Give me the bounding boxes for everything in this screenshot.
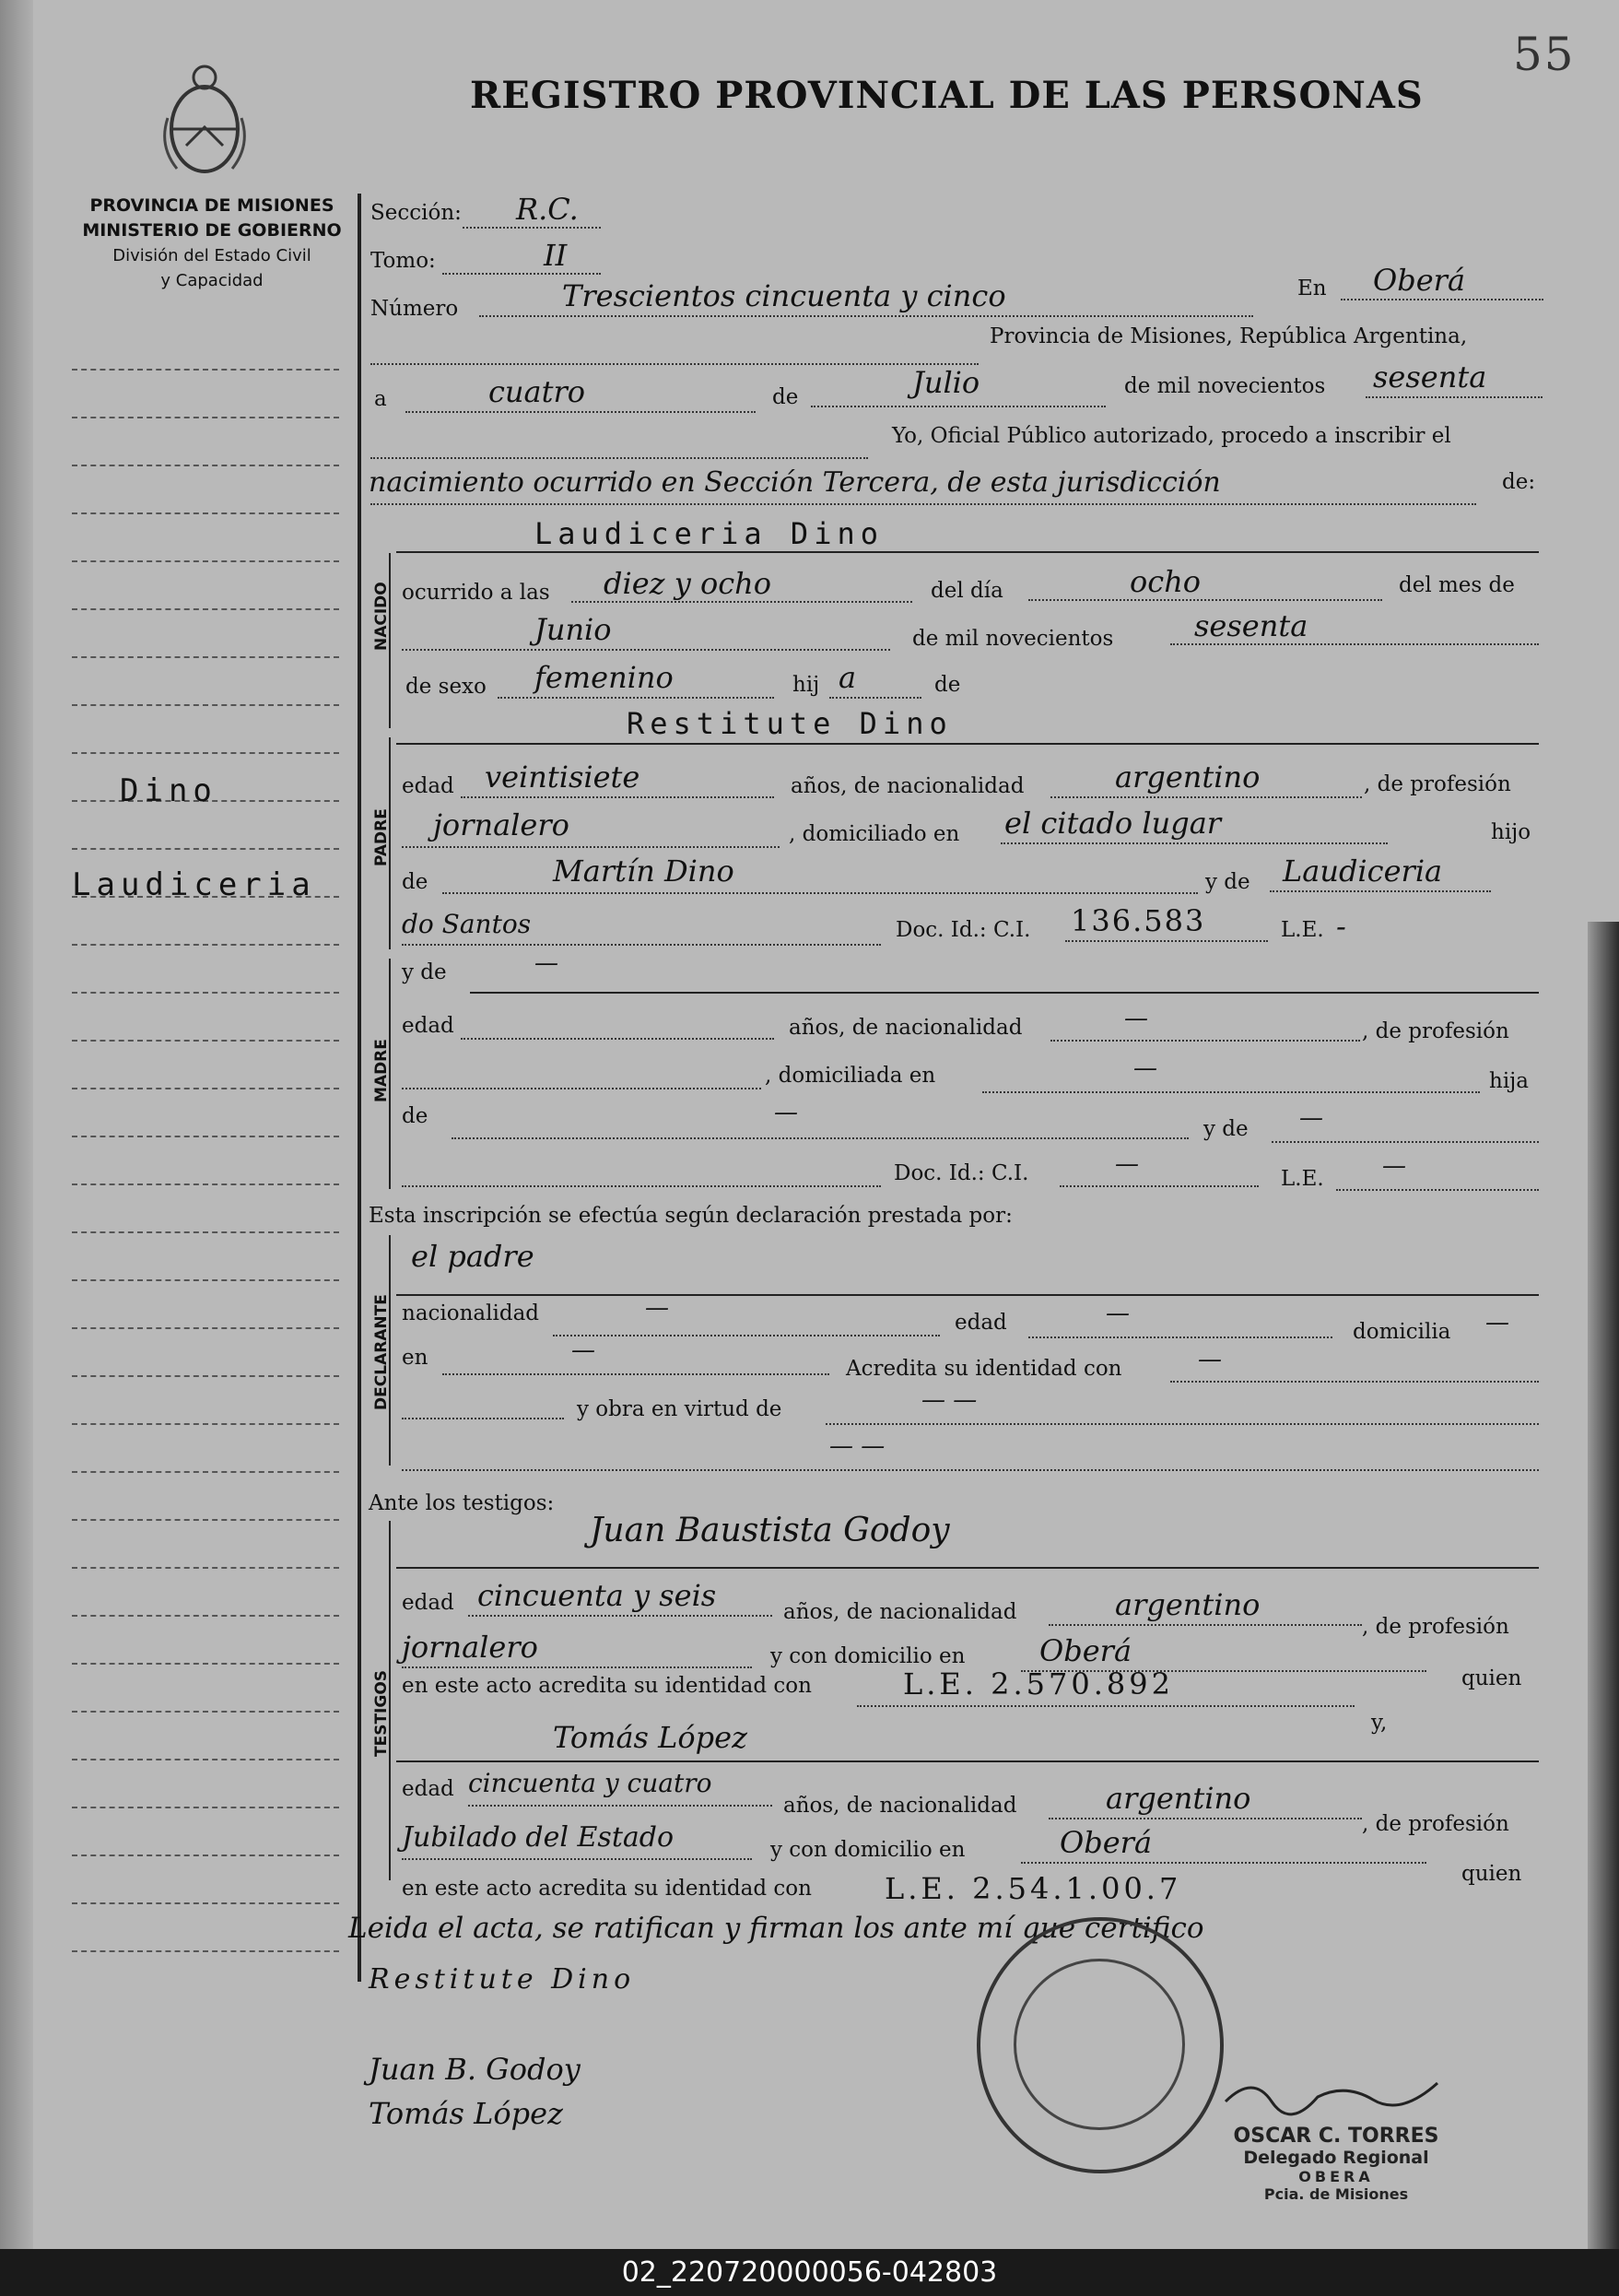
sexo-line [498,697,774,699]
seccion-label: Sección: [370,201,462,225]
padre-nombre: Restitute Dino [627,706,953,741]
testigo1-prof-line [402,1666,752,1668]
seccion-value: R.C. [516,192,579,227]
nacido-de-label: de [934,673,961,697]
signature-witness1: Juan B. Godoy [369,2052,581,2087]
declarante-acredita-value: — [1198,1346,1222,1373]
hij-label: hij [792,673,820,697]
declarante-intro: Esta inscripción se efectúa según declaración prestada por: [369,1204,1013,1228]
madre-yde-label: y de [402,960,447,984]
inscribe-value: nacimiento ocurrido en Sección Tercera, de esta jurisdicción [369,466,1221,499]
inscribe-line [370,503,1476,505]
anio-nac-value: sesenta [1194,608,1308,643]
testigos-label: TESTIGOS [372,1669,391,1757]
testigo1-nombre: Juan Baustista Godoy [590,1512,950,1549]
ocurrido-label: ocurrido a las [402,581,550,605]
padre-doc-label: Doc. Id.: C.I. [896,918,1031,942]
testigo-y-label: y, [1371,1711,1388,1735]
padre-yde-line [1270,890,1491,892]
padre-dom-value: el citado lugar [1004,806,1222,841]
margin-dashed-line [72,608,339,610]
testigo1-prof-value: jornalero [402,1630,538,1665]
declarante-en-line [442,1373,829,1375]
margin-dashed-line [72,1088,339,1089]
padre-edad-label: edad [402,774,454,798]
madre-extra-line [402,1185,881,1187]
madre-hija-label: hija [1489,1069,1530,1093]
declarante-edad-value: — [1106,1300,1130,1327]
padre-doc-value: 136.583 [1071,903,1206,938]
testigo2-prof-label: , de profesión [1362,1812,1509,1836]
mes-line [811,406,1106,407]
testigo1-nac-line [1049,1624,1362,1626]
tomo-line [442,273,601,275]
madre-le-label: L.E. [1281,1167,1324,1191]
declarante-en-value: — [571,1336,595,1364]
margin-dashed-line [72,1759,339,1760]
padre-nac-line [1050,796,1362,798]
declarante-acredita-label: Acredita su identidad con [846,1357,1122,1381]
padre-nac-value: argentino [1115,759,1261,795]
hij-line [829,697,921,699]
oficial-text: Yo, Oficial Público autorizado, procedo a inscribir el [892,424,1451,448]
margin-dashed-line [72,417,339,418]
madre-label: MADRE [372,1039,391,1102]
declarante-edad-label: edad [955,1311,1007,1335]
padre-hijo-label: hijo [1491,820,1531,844]
padre-prof-line [402,846,780,848]
testigo2-dom-value: Oberá [1060,1825,1153,1860]
testigo1-edad-label: edad [402,1591,454,1615]
margin-divider [358,194,361,1982]
declarante-acredita-line [1170,1381,1539,1383]
padre-nac-label: años, de nacionalidad [791,774,1025,798]
declarante-obra-value: — — [921,1386,978,1414]
padre-yde-label: y de [1205,870,1250,894]
mes-nac-line [402,649,890,651]
margin-dashed-line [72,1471,339,1473]
padre-yde-value2: do Santos [402,909,532,939]
testigo2-dom-label: y con domicilio en [770,1838,966,1862]
tomo-value: II [544,238,568,273]
oficial-line [370,457,868,459]
madre-nac-line [1050,1040,1360,1042]
numero-line [479,315,1253,317]
testigo2-acredita-label: en este acto acredita su identidad con [402,1877,812,1901]
anio-value: sesenta [1373,359,1487,394]
nac-mil-label: de mil novecientos [912,627,1114,651]
testigo1-edad-value: cincuenta y seis [477,1578,717,1613]
margin-dashed-line [72,656,339,658]
coat-of-arms-icon [158,63,251,181]
testigo2-quien-label: quien [1461,1862,1522,1886]
margin-dashed-line [72,1183,339,1185]
signature-witness2: Tomás López [369,2096,563,2131]
registrar-signature-icon [1216,2065,1456,2120]
en-value: Oberá [1373,263,1466,298]
document-title: REGISTRO PROVINCIAL DE LAS PERSONAS [470,74,1424,117]
testigo2-edad-label: edad [402,1777,454,1801]
margin-dashed-line [72,1423,339,1425]
declarante-extra-value: — — [829,1432,886,1460]
sexo-value: femenino [534,660,674,695]
tomo-label: Tomo: [370,249,436,273]
dia-value: cuatro [488,374,586,409]
margin-dashed-line [72,704,339,706]
a-label: a [374,387,387,411]
nacido-nombre-line [396,551,1539,553]
margin-dashed-line [72,560,339,562]
binding-spine [0,0,33,2249]
testigo2-nombre-line [396,1760,1539,1762]
margin-dashed-line [72,1807,339,1808]
margin-dashed-line [72,1950,339,1952]
anio-line [1366,396,1543,398]
institution-block [65,194,359,293]
anio-nac-line [1170,643,1539,645]
registrar-stamp [1226,2125,1447,2203]
madre-doc-value: — [1115,1150,1139,1178]
padre-edad-value: veintisiete [485,759,640,795]
declarante-dom-label: domicilia [1353,1320,1451,1344]
margin-note-name: Laudiceria [72,866,316,903]
madre-yde-value: — [534,949,558,977]
nacido-nombre: Laudiceria Dino [534,516,884,551]
padre-label: PADRE [372,808,391,866]
declarante-label: DECLARANTE [372,1294,391,1410]
margin-dashed-line [72,752,339,754]
madre-dom-label: , domiciliada en [765,1064,936,1088]
margin-dashed-line [72,1902,339,1904]
madre-prof-label: , de profesión [1362,1019,1509,1043]
mil-label: de mil novecientos [1124,374,1326,398]
padre-de-line [442,892,1198,894]
margin-dashed-line [72,1567,339,1569]
madre-nac-label: años, de nacionalidad [789,1016,1023,1040]
declarante-en-label: en [402,1346,428,1370]
testigo1-dom-value: Oberá [1039,1633,1132,1668]
padre-le-label: L.E. [1281,918,1324,942]
testigo1-prof-label: , de profesión [1362,1615,1509,1639]
padre-nombre-line [396,743,1539,745]
margin-note-surname: Dino [120,772,217,809]
institution-division: División del Estado Civil [112,246,311,265]
testigo2-doc-value: L.E. 2.54.1.00.7 [885,1871,1182,1906]
madre-yde-line [470,992,1539,994]
en-label: En [1297,277,1327,300]
madre-doc-label: Doc. Id.: C.I. [894,1161,1029,1185]
stamp-title: Delegado Regional [1243,2148,1429,2168]
padre-prof-label: , de profesión [1364,772,1511,796]
numero-label: Número [370,297,459,321]
dia-nac-value: ocho [1130,564,1202,599]
provincia-text: Provincia de Misiones, República Argentina, [990,324,1468,348]
testigo2-edad-value: cincuenta y cuatro [468,1768,712,1798]
margin-dashed-line [72,1327,339,1329]
margin-dashed-line [72,944,339,946]
testigo2-edad-line [468,1805,772,1807]
testigo2-nac-value: argentino [1106,1781,1251,1816]
page-number: 55 [1513,28,1576,81]
testigo1-nac-value: argentino [1115,1587,1261,1622]
hora-line [571,601,912,603]
madre-yde2-value: — [1299,1104,1323,1132]
declarante-nombre-line [396,1294,1539,1296]
declarante-obra-label: y obra en virtud de [577,1397,782,1421]
en-line [1341,299,1543,300]
testigo1-acredita-label: en este acto acredita su identidad con [402,1674,812,1698]
declarante-obra-pre-line [402,1418,564,1419]
de-label: de [772,385,799,409]
declarante-obra-line [826,1423,1539,1425]
stamp-city: OBERA [1298,2168,1374,2185]
mes-nac-value: Junio [534,612,612,647]
padre-de-label: de [402,870,428,894]
official-seal-inner [1014,1959,1185,2130]
madre-de-value: — [774,1099,798,1126]
margin-dashed-line [72,848,339,850]
madre-nac-value: — [1124,1005,1148,1032]
testigo1-nombre-line [396,1567,1539,1569]
margin-dashed-line [72,1663,339,1665]
margin-dashed-line [72,1519,339,1521]
numero-value: Trescientos cincuenta y cinco [562,278,1006,313]
inscribe-de: de: [1502,470,1536,494]
madre-doc-line [1060,1185,1259,1187]
del-dia-label: del día [931,579,1003,603]
madre-edad-line [461,1038,774,1040]
declarante-nombre: el padre [411,1239,534,1274]
testigo2-prof-value: Jubilado del Estado [402,1821,675,1854]
margin-dashed-line [72,1375,339,1377]
margin-dashed-line [72,1279,339,1281]
margin-dashed-line [72,1854,339,1856]
testigo2-nombre: Tomás López [553,1720,747,1755]
madre-yde2-label: y de [1203,1117,1249,1141]
margin-dashed-line [72,369,339,371]
declarante-nac-value: — [645,1294,669,1322]
institution-ministry: MINISTERIO DE GOBIERNO [82,220,342,241]
padre-doc-line [1065,940,1268,942]
margin-dashed-line [72,465,339,466]
stamp-province: Pcia. de Misiones [1263,2185,1409,2203]
madre-le-line [1336,1189,1539,1191]
margin-dashed-line [72,1136,339,1137]
padre-dom-label: , domiciliado en [789,822,960,846]
seccion-line [463,227,601,229]
margin-dashed-line [72,1615,339,1617]
mes-value: Julio [912,365,980,400]
declarante-edad-line [1028,1336,1332,1338]
institution-capacity: y Capacidad [160,271,264,290]
testigo1-doc-line [857,1705,1355,1707]
del-mes-label: del mes de [1399,573,1515,597]
madre-de-label: de [402,1104,428,1128]
hora-value: diez y ocho [604,566,771,601]
provincia-line [370,363,979,365]
testigo1-doc-value: L.E. 2.570.892 [903,1666,1174,1701]
testigo1-quien-label: quien [1461,1666,1522,1690]
margin-dashed-line [72,512,339,514]
padre-de-value: Martín Dino [553,854,734,889]
testigos-intro: Ante los testigos: [369,1491,555,1515]
margin-dashed-line [72,1040,339,1042]
padre-edad-line [461,796,774,798]
closing-leida: Leida el acta, se ratifican y firman los ante mí que certifico [348,1912,1204,1945]
testigo1-nac-label: años, de nacionalidad [783,1600,1017,1624]
sexo-label: de sexo [405,675,487,699]
madre-edad-label: edad [402,1014,454,1038]
margin-dashed-line [72,992,339,994]
padre-yde-value: Laudiceria [1283,854,1443,889]
madre-de-line [452,1137,1189,1139]
margin-dashed-line [72,1231,339,1233]
testigo1-dom-label: y con domicilio en [770,1644,966,1668]
book-edge [1588,922,1619,2249]
declarante-nac-label: nacionalidad [402,1301,540,1325]
padre-prof-value: jornalero [433,807,569,842]
madre-prof-line [402,1088,761,1089]
testigo2-nac-label: años, de nacionalidad [783,1794,1017,1818]
margin-dashed-line [72,1711,339,1713]
padre-le-value: - [1336,909,1346,944]
madre-dom-value: — [1133,1054,1157,1082]
testigo2-nac-line [1049,1818,1362,1819]
institution-province: PROVINCIA DE MISIONES [89,195,334,216]
padre-yde-line2 [402,944,881,946]
declarante-extra-line [402,1469,1539,1471]
padre-dom-line [1001,842,1388,844]
nacido-label: NACIDO [372,582,391,651]
testigo1-edad-line [468,1615,772,1617]
declarante-dom-value: — [1485,1309,1509,1336]
madre-dom-line [982,1091,1480,1093]
declarante-nac-line [553,1335,940,1336]
testigo2-prof-line [402,1858,752,1860]
dia-nac-line [1028,599,1382,601]
signature-father: Restitute Dino [369,1963,636,1996]
madre-yde2-line [1272,1141,1539,1143]
testigo2-dom-line [1021,1862,1426,1864]
stamp-name: OSCAR C. TORRES [1233,2125,1439,2148]
madre-le-value: — [1382,1152,1406,1180]
hij-value: a [839,660,857,695]
dia-line [405,411,756,413]
image-id-footer: 02_220720000056-042803 [0,2249,1619,2296]
